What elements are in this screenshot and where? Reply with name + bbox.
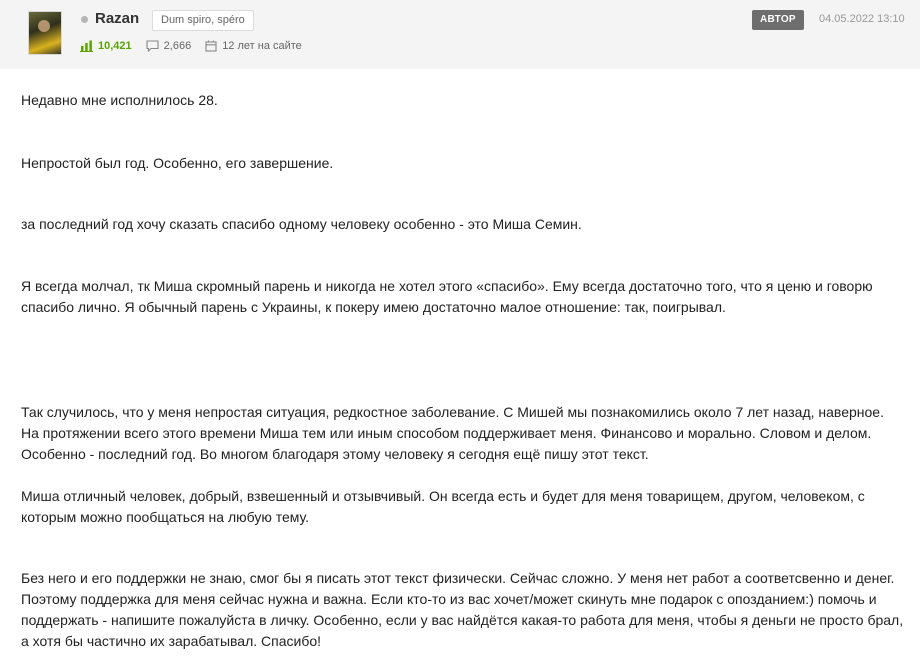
post-paragraph: за последний год хочу сказать спасибо одному человеку особенно - это Миша Семин. [21,216,582,232]
post-date: 04.05.2022 13:10 [819,13,905,25]
comment-icon [146,40,159,52]
post-header [0,0,920,69]
membership-stat [205,40,302,52]
post-paragraph: Я всегда молчал, тк Миша скромный парень и никогда не хотел этого «спасибо». Ему всегда достаточно того, что я ценю и говорю спасибо лично. Я обычный парень с Украины, к покеру имею достаточно малое отношение: так, поигрывал. [21,278,873,315]
post-paragraph: Без него и его поддержки не знаю, смог бы я писать этот текст физически. Сейчас сложно. У меня нет работ а соответсвенно и денег. Поэтому поддержка для меня сейчас нужна и важна. Если кто-то из вас хочет/может скинуть мне подарок с опозданием:) помочь и поддержать - напишите пожалуйста в личку. Особенно, если у вас найдётся какая-то работа для меня, чтобы я деньги не просто брал, а хотя бы частично их зарабатывал. Спасибо! [21,570,904,649]
post-paragraph: Миша отличный человек, добрый, взвешенный и отзывчивый. Он всегда есть и будет для меня товарищем, другом, человеком, с которым можно пообщаться на любую тему. [21,488,865,525]
calendar-icon [205,40,217,52]
avatar[interactable] [28,11,62,55]
rating-stat[interactable] [80,40,132,52]
comments-count: 2,666 [163,40,192,52]
author-name[interactable]: Razan [95,10,140,27]
rating-chart-icon [80,40,93,52]
post-body [0,69,920,666]
membership-duration: 12 лет на сайте [222,40,302,52]
post-paragraph: Недавно мне исполнилось 28. [21,92,218,108]
online-status-dot [81,16,88,23]
comments-stat[interactable] [146,40,192,52]
author-stats [80,38,316,54]
author-status-text: Dum spiro, spéro [152,10,254,31]
rating-value: 10,421 [98,40,132,52]
post-paragraph: Так случилось, что у меня непростая ситуация, редкостное заболевание. С Мишей мы познакомились около 7 лет назад, наверное. На протяжении всего этого времени Миша тем или иным способом поддерживает меня. Финансово и морально. Словом и делом. Особенно - последний год. Во многом благодаря этому человеку я сегодня ещё пишу этот текст. [21,404,884,462]
author-badge: АВТОР [752,10,804,30]
post-paragraph: Непростой был год. Особенно, его завершение. [21,155,334,171]
